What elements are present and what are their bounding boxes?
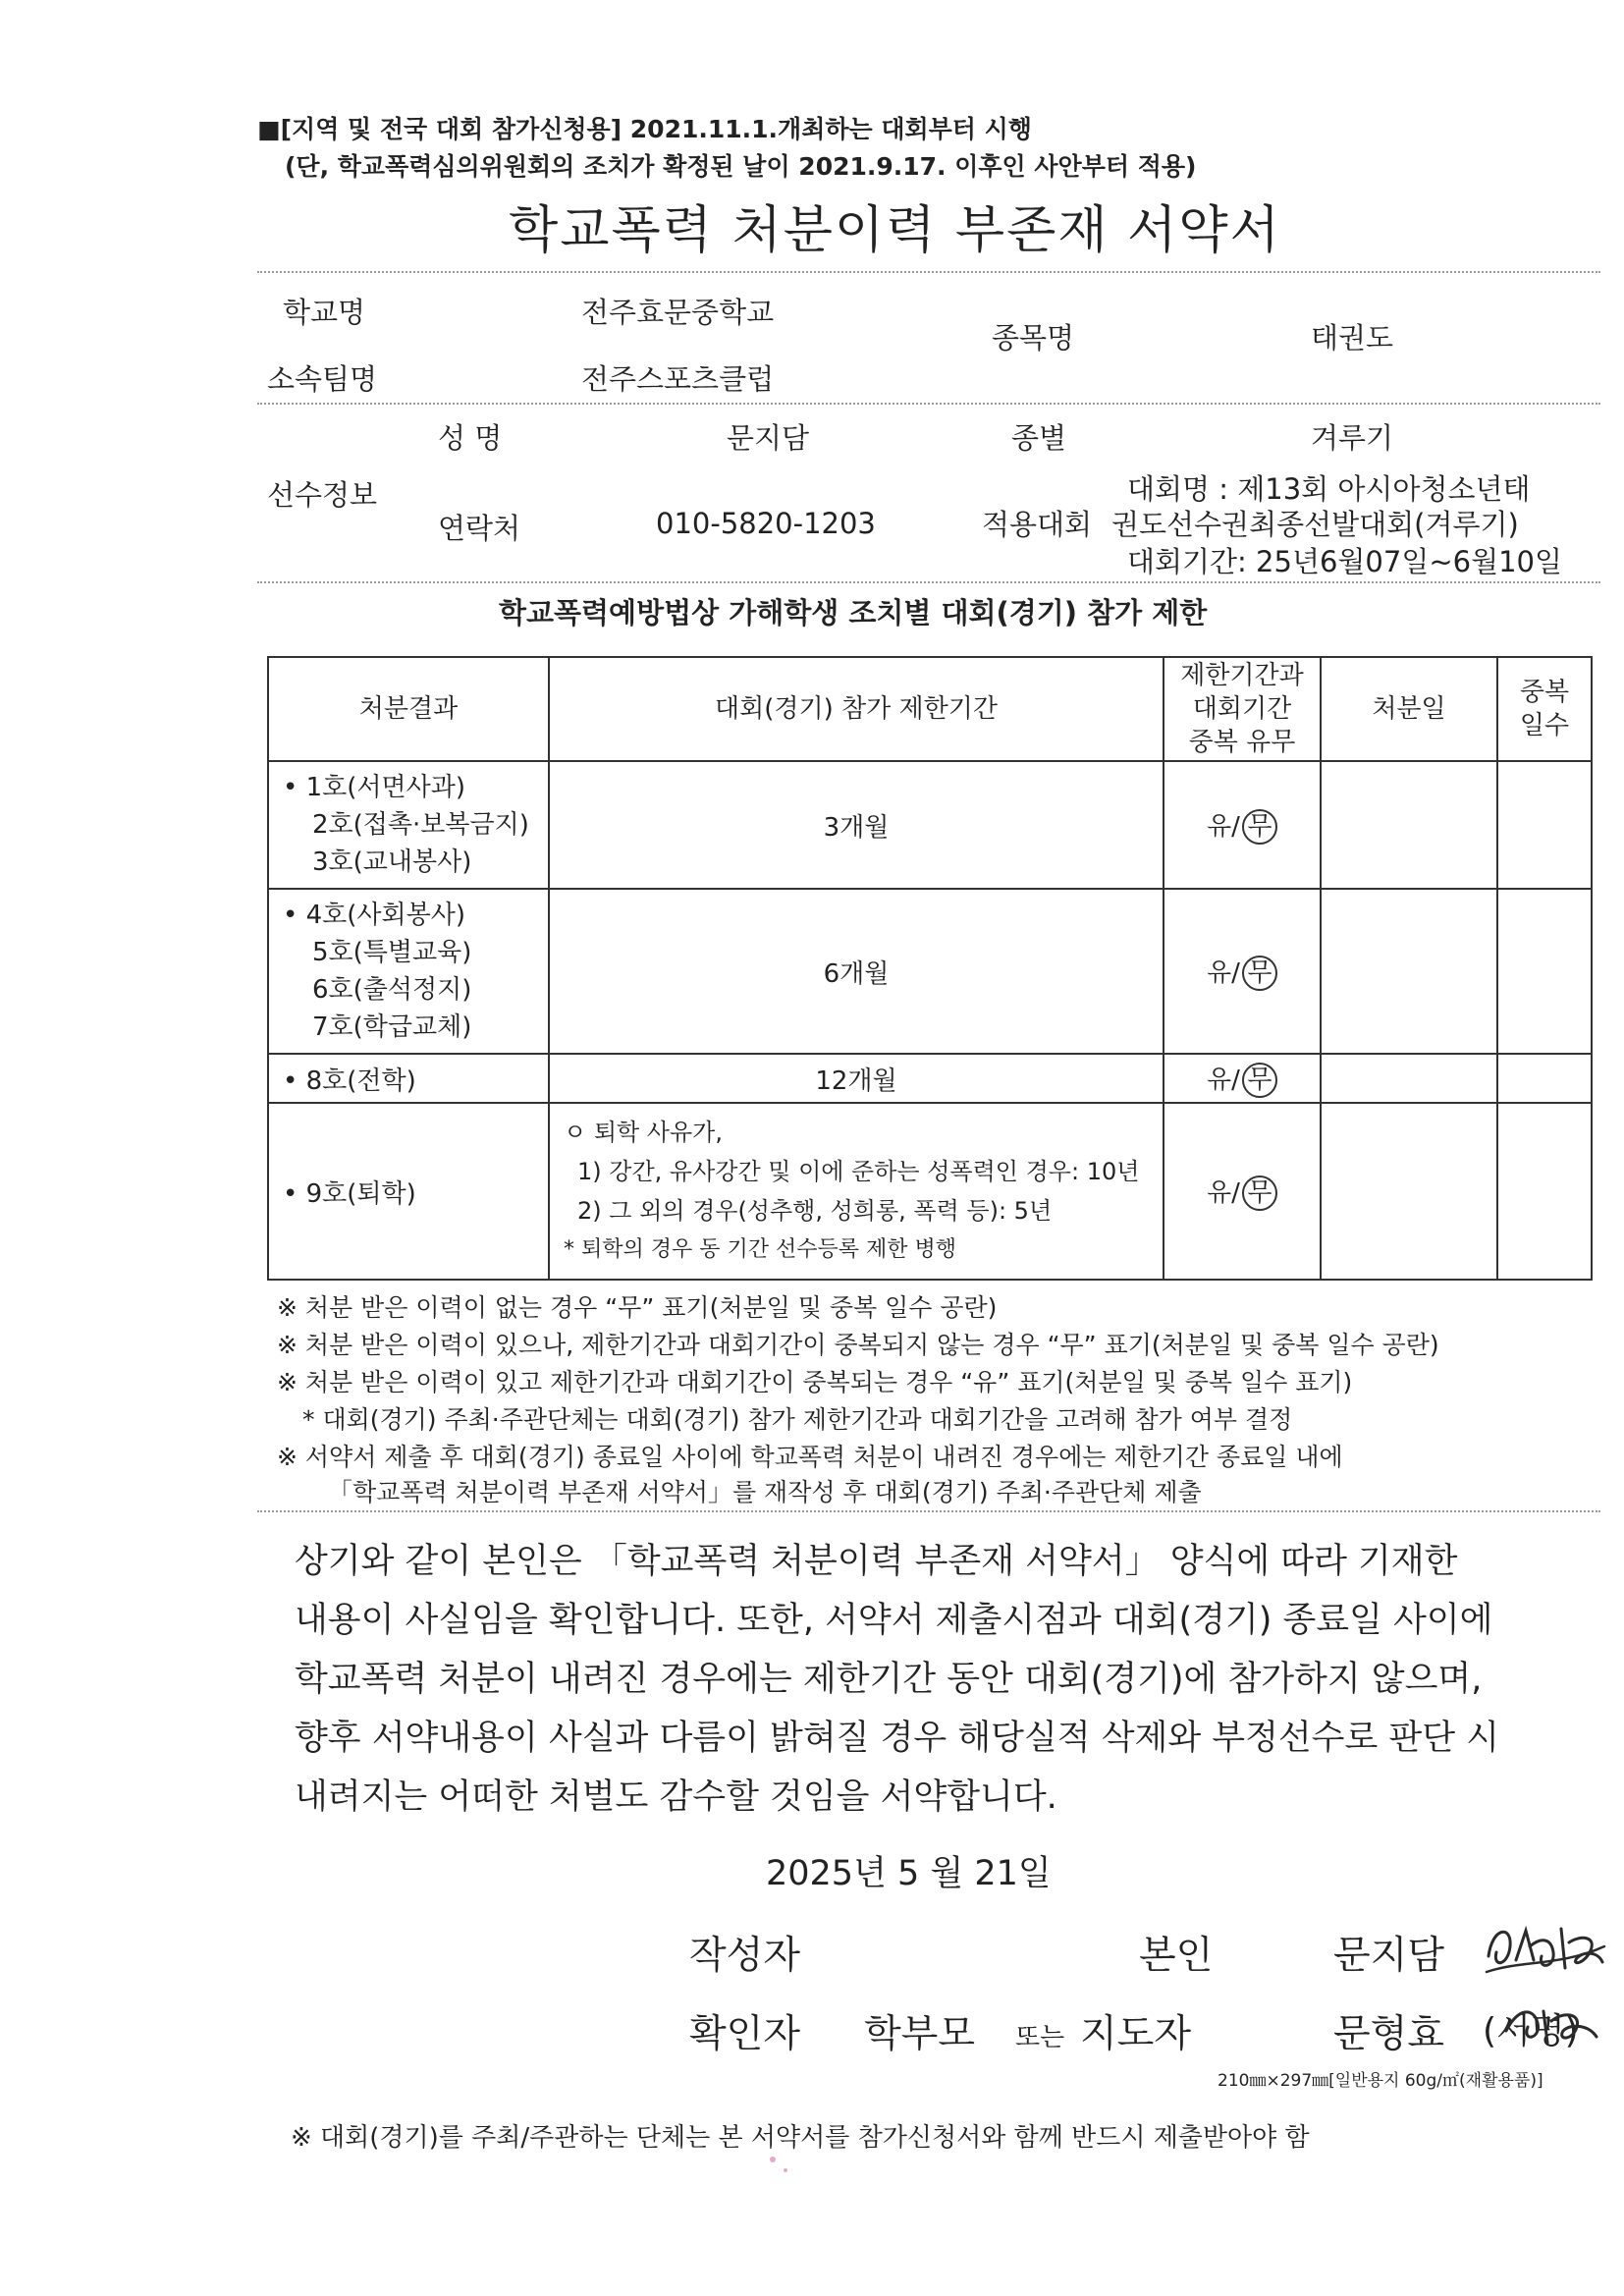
header-days: 중복 일수	[1497, 657, 1592, 761]
days-cell	[1497, 1054, 1592, 1103]
page-title: 학교폭력 처분이력 부존재 서약서	[509, 201, 1281, 260]
days-cell	[1497, 761, 1592, 889]
or-label: 또는	[1015, 2023, 1065, 2052]
competition-period: 대회기간: 25년6월07일~6월10일	[1127, 545, 1563, 578]
header-line-2: (단, 학교폭력심의위원회의 조치가 확정된 날이 2021.9.17. 이후인 사안부터 적용)	[285, 152, 1197, 181]
restriction-title: 학교폭력예방법상 가해학생 조치별 대회(경기) 참가 제한	[499, 596, 1208, 629]
team-value: 전주스포츠클럽	[581, 362, 775, 396]
note-3: ※ 처분 받은 이력이 있고 제한기간과 대회기간이 중복되는 경우 “유” 표기(처분일 및 중복 일수 표기)	[277, 1368, 1353, 1396]
overlap-cell: 유/ 무	[1164, 761, 1321, 889]
applied-competition-label: 적용대회	[982, 508, 1093, 541]
header-result: 처분결과	[268, 657, 549, 761]
circled-mark: 무	[1242, 809, 1277, 845]
restriction-table	[267, 656, 1593, 1281]
table-row	[268, 1103, 1592, 1280]
date-cell	[1321, 1054, 1497, 1103]
days-cell	[1497, 889, 1592, 1054]
pledge-line-2: 내용이 사실임을 확인합니다. 또한, 서약서 제출시점과 대회(경기) 종료일 사이에	[295, 1601, 1493, 1640]
note-2: ※ 처분 받은 이력이 있으나, 제한기간과 대회기간이 중복되지 않는 경우 “무” 표기(처분일 및 중복 일수 공란)	[277, 1331, 1439, 1359]
writer-label: 작성자	[689, 1934, 801, 1978]
confirmer-label: 확인자	[689, 2012, 801, 2056]
contact-value: 010-5820-1203	[656, 507, 876, 540]
overlap-cell: 유/ 무	[1164, 1054, 1321, 1103]
pledge-date: 2025년 5 월 21일	[766, 1854, 1052, 1893]
header-date: 처분일	[1321, 657, 1497, 761]
period-cell: 3개월	[549, 761, 1164, 889]
self-label: 본인	[1139, 1934, 1214, 1978]
kind-value: 겨루기	[1311, 421, 1394, 455]
writer-name: 문지담	[1333, 1934, 1445, 1978]
table-header-row	[268, 657, 1592, 761]
note-5: ※ 서약서 제출 후 대회(경기) 종료일 사이에 학교폭력 처분이 내려진 경우에는 제한기간 종료일 내에	[277, 1443, 1343, 1471]
table-row	[268, 761, 1592, 889]
header-line-1: ■[지역 및 전국 대회 참가신청용] 2021.11.1.개최하는 대회부터 시행	[257, 115, 1032, 143]
team-label: 소속팀명	[267, 362, 378, 396]
event-value: 태권도	[1311, 321, 1394, 355]
school-value: 전주효문중학교	[581, 296, 775, 329]
footer-note: ※ 대회(경기)를 주최/주관하는 단체는 본 서약서를 참가신청서와 함께 반드시 제출받아야 함	[291, 2123, 1310, 2153]
date-cell	[1321, 1103, 1497, 1280]
circled-mark: 무	[1242, 1175, 1277, 1211]
note-1: ※ 처분 받은 이력이 없는 경우 “무” 표기(처분일 및 중복 일수 공란)	[277, 1293, 998, 1322]
pledge-line-4: 향후 서약내용이 사실과 다름이 밝혀질 경우 해당실적 삭제와 부정선수로 판단 시	[295, 1719, 1499, 1758]
parent-label: 학부모	[864, 2012, 976, 2056]
result-cell: • 1호(서면사과) 2호(접촉·보복금지) 3호(교내봉사)	[268, 761, 549, 889]
overlap-cell: 유/ 무	[1164, 889, 1321, 1054]
pledge-line-1: 상기와 같이 본인은 「학교폭력 처분이력 부존재 서약서」 양식에 따라 기재한	[295, 1542, 1458, 1581]
divider	[257, 271, 1600, 273]
days-cell	[1497, 1103, 1592, 1280]
divider	[257, 403, 1600, 405]
header-overlap: 제한기간과 대회기간 중복 유무	[1164, 657, 1321, 761]
pledge-line-5: 내려지는 어떠한 처벌도 감수할 것임을 서약합니다.	[295, 1777, 1057, 1817]
overlap-cell: 유/ 무	[1164, 1103, 1321, 1280]
kind-label: 종별	[1011, 421, 1067, 455]
event-label: 종목명	[992, 321, 1075, 355]
note-6: 「학교폭력 처분이력 부존재 서약서」를 재작성 후 대회(경기) 주최·주관단체 제출	[328, 1478, 1202, 1506]
player-info-label: 선수정보	[267, 478, 378, 512]
circled-mark: 무	[1242, 1063, 1277, 1098]
seal-text: (서명)	[1483, 2011, 1579, 2051]
competition-name-line-1: 대회명 : 제13회 아시아청소년태	[1127, 472, 1531, 506]
table-row	[268, 889, 1592, 1054]
school-label: 학교명	[283, 296, 366, 329]
confirmer-signature	[1498, 1997, 1600, 2052]
result-cell: • 8호(전학)	[268, 1054, 549, 1103]
date-cell	[1321, 889, 1497, 1054]
name-label: 성 명	[438, 421, 503, 455]
divider	[257, 581, 1600, 583]
header-period: 대회(경기) 참가 제한기간	[549, 657, 1164, 761]
pledge-line-3: 학교폭력 처분이 내려진 경우에는 제한기간 동안 대회(경기)에 참가하지 않으며,	[295, 1660, 1483, 1699]
table-row	[268, 1054, 1592, 1103]
stain-mark	[770, 2157, 776, 2162]
period-cell: ㅇ 퇴학 사유가, 1) 강간, 유사강간 및 이에 준하는 성폭력인 경우: 10년 2) 그 외의 경우(성추행, 성희롱, 폭력 등): 5년 * 퇴학의 경우 동 기간 선수등록 제한 병행	[549, 1103, 1164, 1280]
coach-label: 지도자	[1080, 2012, 1192, 2056]
period-cell: 6개월	[549, 889, 1164, 1054]
note-4: * 대회(경기) 주최·주관단체는 대회(경기) 참가 제한기간과 대회기간을 고려해 참가 여부 결정	[302, 1405, 1293, 1434]
date-cell	[1321, 761, 1497, 889]
contact-label: 연락처	[438, 512, 521, 545]
period-cell: 12개월	[549, 1054, 1164, 1103]
divider	[257, 1510, 1600, 1512]
circled-mark: 무	[1242, 956, 1277, 991]
stain-mark	[784, 2168, 787, 2172]
competition-name-line-2: 권도선수권최종선발대회(겨루기)	[1111, 508, 1519, 541]
paper-spec: 210㎜×297㎜[일반용지 60g/㎡(재활용품)]	[1218, 2071, 1543, 2091]
writer-signature	[1483, 1917, 1606, 1980]
result-cell: • 9호(퇴학)	[268, 1103, 549, 1280]
name-value: 문지담	[727, 421, 810, 455]
confirmer-name: 문형효	[1333, 2012, 1445, 2056]
result-cell: • 4호(사회봉사) 5호(특별교육) 6호(출석정지) 7호(학급교체)	[268, 889, 549, 1054]
